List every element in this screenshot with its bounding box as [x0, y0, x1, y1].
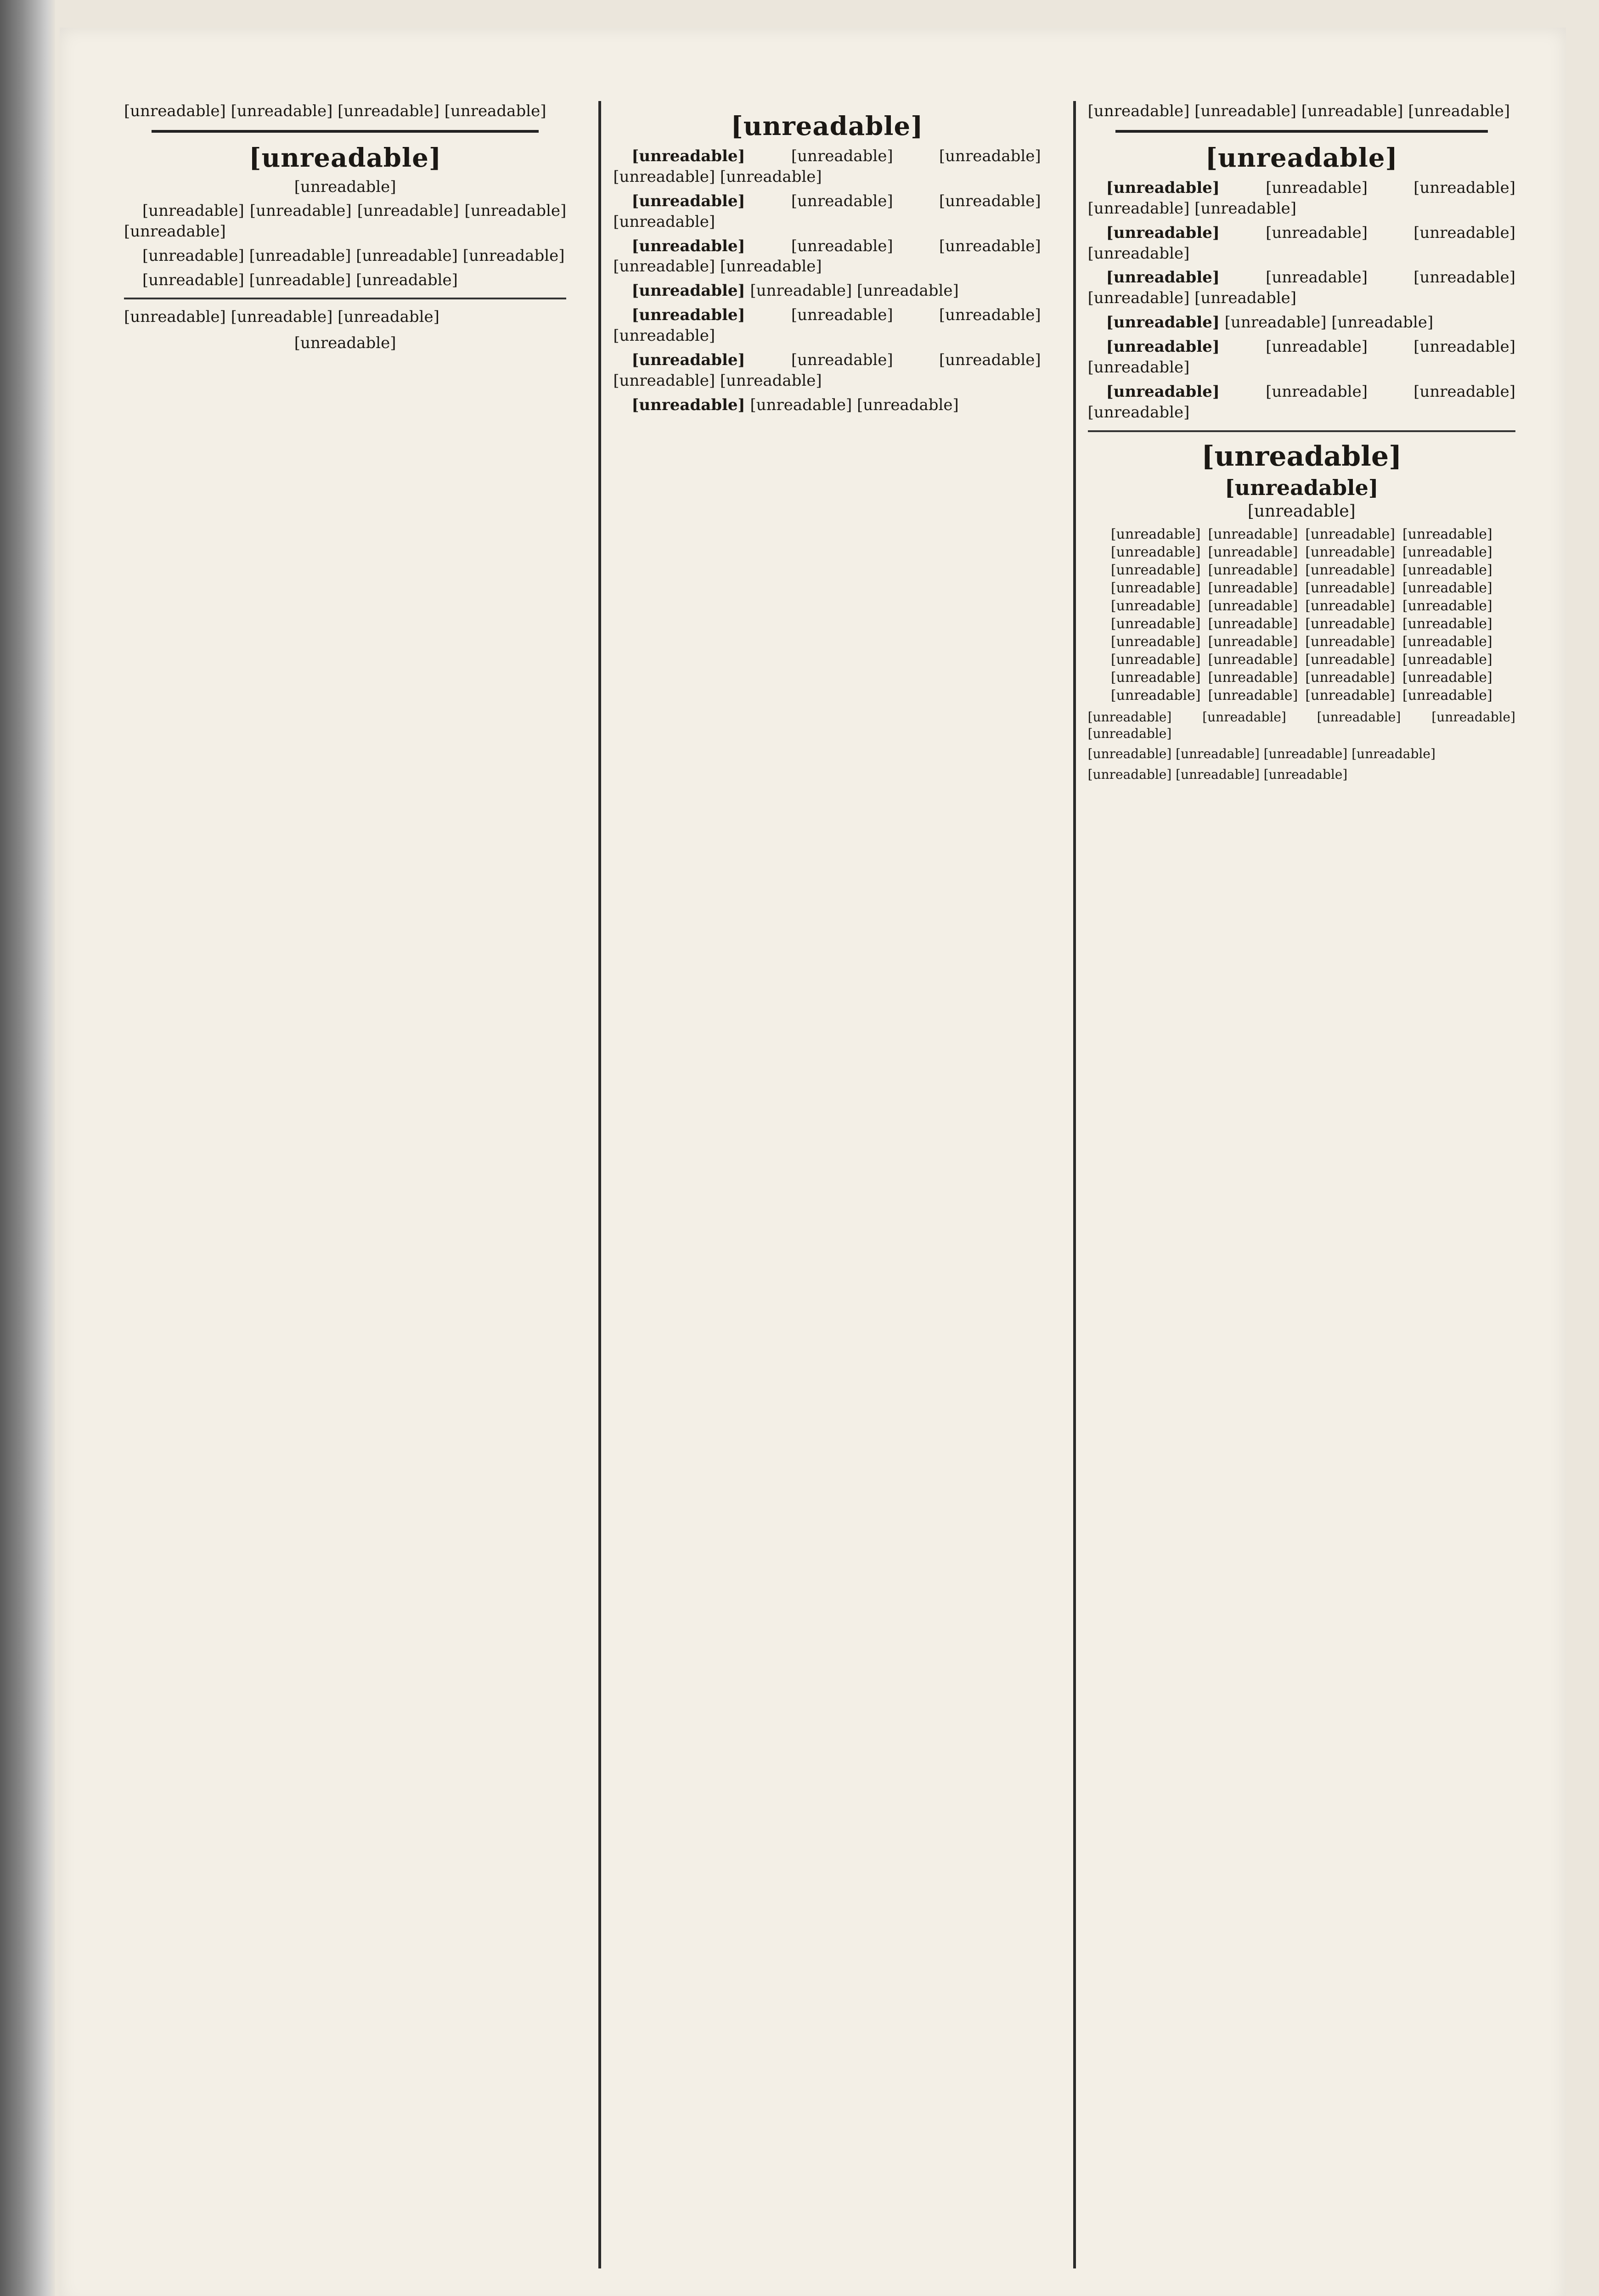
- article-paragraph: [unreadable] [unreadable] [unreadable] [unreadable]: [142, 246, 565, 265]
- news-item: [1088, 178, 1515, 219]
- news-item: [613, 146, 1041, 187]
- price-cell: [unreadable]: [1305, 615, 1395, 632]
- price-cell: [unreadable]: [1402, 526, 1492, 542]
- news-item: [1088, 223, 1515, 264]
- news-text: [unreadable] [unreadable] [unreadable] [unreadable]: [1087, 178, 1515, 218]
- price-cell: [unreadable]: [1110, 615, 1201, 632]
- middle-column: [598, 101, 1045, 2268]
- price-cell: [unreadable]: [1305, 633, 1395, 650]
- price-cell: [unreadable]: [1110, 633, 1201, 650]
- news-text: [unreadable] [unreadable] [unreadable] [unreadable]: [613, 147, 1041, 186]
- market-note: [unreadable] [unreadable] [unreadable] [unreadable] [unreadable]: [1087, 709, 1515, 741]
- price-cell: [unreadable]: [1402, 651, 1492, 668]
- dateline: [unreadable]: [1106, 338, 1220, 356]
- news-text: [unreadable] [unreadable] [unreadable]: [613, 306, 1041, 345]
- price-cell: [unreadable]: [1402, 669, 1492, 686]
- price-cell: [unreadable]: [1208, 580, 1298, 596]
- price-cell: [unreadable]: [1305, 544, 1395, 560]
- news-text: [unreadable] [unreadable] [unreadable] [unreadable]: [613, 236, 1041, 276]
- news-item: [613, 236, 1041, 277]
- market-prices-subheading: [unreadable]: [1225, 475, 1379, 500]
- price-cell: [unreadable]: [1110, 580, 1201, 596]
- dateline: [unreadable]: [631, 191, 745, 210]
- price-cell: [unreadable]: [1402, 615, 1492, 632]
- article-paragraph: [unreadable] [unreadable] [unreadable]: [142, 270, 458, 289]
- price-row: [1107, 651, 1496, 669]
- price-cell: [unreadable]: [1208, 544, 1298, 560]
- price-cell: [unreadable]: [1110, 544, 1201, 560]
- dateline: [unreadable]: [1106, 382, 1220, 401]
- news-text: [unreadable] [unreadable]: [750, 395, 959, 414]
- price-cell: [unreadable]: [1305, 687, 1395, 703]
- continued-text: [unreadable] [unreadable] [unreadable] [unreadable]: [1087, 102, 1510, 120]
- news-text: [unreadable] [unreadable] [unreadable]: [613, 191, 1041, 231]
- dateline: [unreadable]: [631, 350, 745, 369]
- price-cell: [unreadable]: [1208, 526, 1298, 542]
- continued-text: [unreadable] [unreadable] [unreadable]: [124, 308, 439, 326]
- article-subheading: [unreadable]: [294, 177, 396, 196]
- price-cell: [unreadable]: [1110, 562, 1201, 578]
- right-column: [1073, 101, 1520, 2268]
- news-item: [1088, 382, 1515, 423]
- price-row: [1107, 543, 1496, 561]
- news-item: [613, 350, 1041, 391]
- price-row: [1107, 561, 1496, 579]
- price-cell: [unreadable]: [1402, 687, 1492, 703]
- price-cell: [unreadable]: [1110, 669, 1201, 686]
- dateline: [unreadable]: [1106, 268, 1220, 287]
- dateline: [unreadable]: [1106, 223, 1220, 242]
- price-cell: [unreadable]: [1208, 633, 1298, 650]
- price-row: [1107, 525, 1496, 543]
- price-cell: [unreadable]: [1402, 633, 1492, 650]
- news-text: [unreadable] [unreadable] [unreadable]: [1087, 223, 1515, 263]
- article-heading: [unreadable]: [248, 142, 442, 173]
- dateline: [unreadable]: [1106, 178, 1220, 197]
- price-cell: [unreadable]: [1402, 544, 1492, 560]
- price-cell: [unreadable]: [1305, 526, 1395, 542]
- news-item: [1088, 267, 1515, 309]
- market-date: [unreadable]: [1247, 501, 1356, 521]
- article-paragraph: [unreadable] [unreadable] [unreadable] [unreadable] [unreadable]: [124, 201, 567, 241]
- market-reports-heading: [unreadable]: [1201, 440, 1402, 473]
- binding-edge: [0, 0, 55, 2296]
- dateline: [unreadable]: [631, 281, 745, 300]
- market-note: [unreadable] [unreadable] [unreadable] [unreadable]: [1087, 746, 1436, 762]
- section-heading: [unreadable]: [1205, 142, 1398, 173]
- divider: [1115, 130, 1488, 133]
- price-row: [1107, 615, 1496, 633]
- price-table: [1107, 525, 1496, 704]
- news-text: [unreadable] [unreadable]: [750, 281, 959, 300]
- price-cell: [unreadable]: [1208, 687, 1298, 703]
- dateline: [unreadable]: [631, 395, 745, 414]
- price-cell: [unreadable]: [1110, 651, 1201, 668]
- continued-text: [unreadable] [unreadable] [unreadable] [unreadable]: [124, 102, 546, 120]
- price-cell: [unreadable]: [1402, 562, 1492, 578]
- news-item: [1088, 312, 1515, 333]
- price-cell: [unreadable]: [1110, 526, 1201, 542]
- news-item: [1088, 337, 1515, 378]
- price-row: [1107, 669, 1496, 687]
- price-cell: [unreadable]: [1305, 562, 1395, 578]
- price-cell: [unreadable]: [1305, 651, 1395, 668]
- news-item: [613, 191, 1041, 232]
- price-cell: [unreadable]: [1208, 597, 1298, 614]
- price-cell: [unreadable]: [1208, 615, 1298, 632]
- page-columns: [124, 101, 1520, 2268]
- news-text: [unreadable] [unreadable]: [1224, 313, 1434, 332]
- news-text: [unreadable] [unreadable] [unreadable]: [1087, 382, 1515, 422]
- price-cell: [unreadable]: [1402, 580, 1492, 596]
- price-row: [1107, 597, 1496, 615]
- price-cell: [unreadable]: [1208, 651, 1298, 668]
- news-text: [unreadable] [unreadable] [unreadable]: [1087, 338, 1515, 377]
- dateline: [unreadable]: [631, 236, 745, 255]
- price-cell: [unreadable]: [1208, 562, 1298, 578]
- market-note: [unreadable] [unreadable] [unreadable]: [1087, 766, 1348, 782]
- price-cell: [unreadable]: [1305, 597, 1395, 614]
- left-column: [124, 101, 571, 2268]
- dateline: [unreadable]: [631, 147, 745, 165]
- price-cell: [unreadable]: [1208, 669, 1298, 686]
- divider: [1088, 430, 1515, 432]
- price-row: [1107, 633, 1496, 651]
- price-rows: [1107, 525, 1496, 704]
- price-cell: [unreadable]: [1110, 597, 1201, 614]
- divider: [152, 130, 539, 133]
- dateline: [unreadable]: [1106, 313, 1220, 332]
- price-row: [1107, 579, 1496, 597]
- divider: [124, 298, 566, 299]
- price-row: [1107, 687, 1496, 704]
- dateline: [unreadable]: [631, 306, 745, 325]
- signoff: [unreadable]: [294, 334, 396, 353]
- news-text: [unreadable] [unreadable] [unreadable] [unreadable]: [1087, 268, 1515, 308]
- price-cell: [unreadable]: [1305, 669, 1395, 686]
- price-cell: [unreadable]: [1402, 597, 1492, 614]
- news-item: [613, 281, 1041, 301]
- price-cell: [unreadable]: [1110, 687, 1201, 703]
- news-item: [613, 305, 1041, 346]
- newspaper-page: [60, 28, 1566, 2296]
- price-cell: [unreadable]: [1305, 580, 1395, 596]
- section-heading: [unreadable]: [731, 111, 923, 141]
- news-text: [unreadable] [unreadable] [unreadable] [unreadable]: [613, 350, 1041, 390]
- news-item: [613, 395, 1041, 416]
